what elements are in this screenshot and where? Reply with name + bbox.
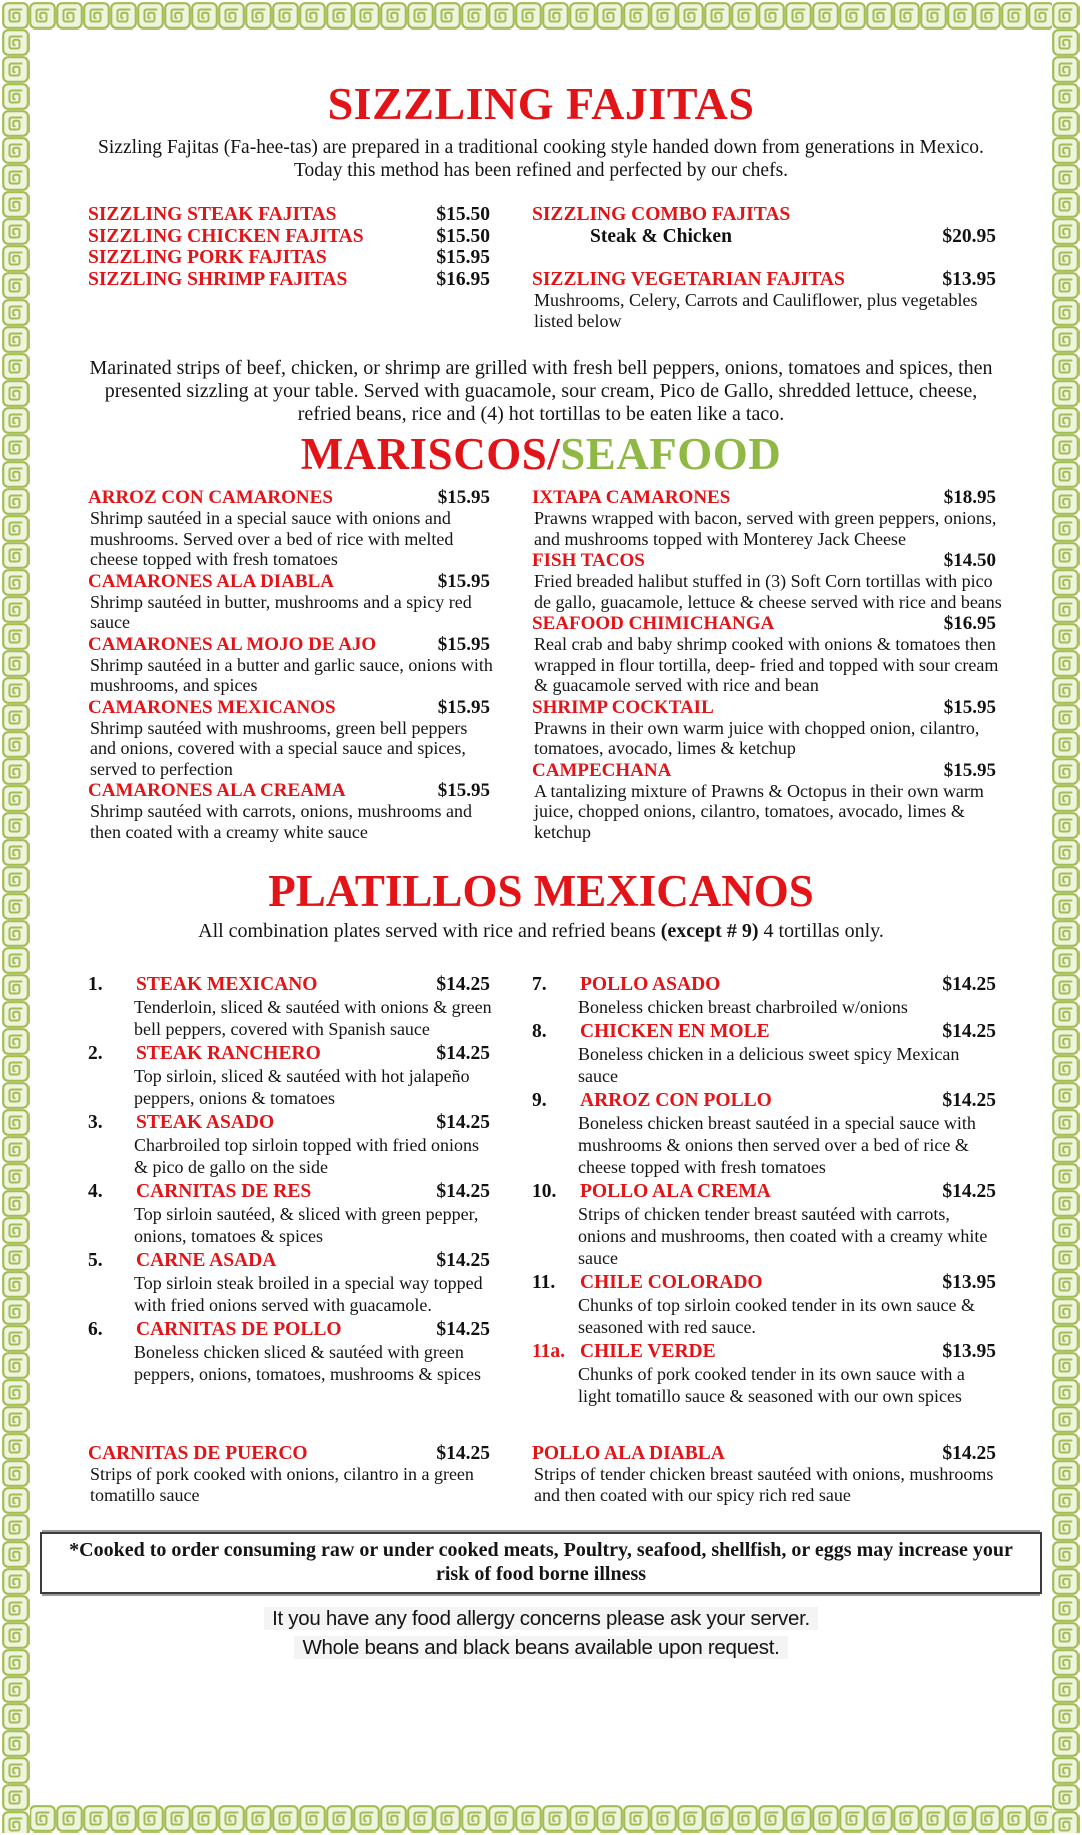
item-number: 11a. xyxy=(532,1341,566,1363)
dish-description: Shrimp sautéed in butter, mushrooms and a spicy red sauce xyxy=(90,591,472,633)
seafood-left-column xyxy=(88,487,496,843)
dish-description: Boneless chicken sliced & sautéed with green peppers, onions, tomatoes, mushrooms & spices xyxy=(134,1342,481,1385)
footer-notes xyxy=(40,1604,1042,1662)
dish-name: CARNE ASADA xyxy=(136,1250,277,1272)
dish-description: Shrimp sautéed in a special sauce with onions and mushrooms. Served over a bed of rice with melted cheese topped with fresh tomatoes xyxy=(90,508,454,570)
item-number: 2. xyxy=(88,1043,103,1065)
dish-price: $15.95 xyxy=(437,633,490,655)
dish-name: SIZZLING CHICKEN FAJITAS xyxy=(88,225,364,247)
dish-description: Prawns in their own warm juice with chopped onion, cilantro, tomatoes, avocado, limes & ketchup xyxy=(534,717,980,759)
dish-name: ARROZ CON POLLO xyxy=(580,1090,772,1112)
fajitas-section xyxy=(40,80,1042,426)
dish-name: CARNITAS DE RES xyxy=(136,1181,312,1203)
dish-description: Top sirloin sautéed, & sliced with green pepper, onions, tomatoes & spices xyxy=(134,1204,479,1247)
dish-name: STEAK RANCHERO xyxy=(136,1043,321,1065)
menu-item xyxy=(88,571,496,633)
platillos-note: All combination plates served with rice and refried beans (except # 9) 4 tortillas only. xyxy=(198,920,884,943)
dish-description: Boneless chicken in a delicious sweet spicy Mexican sauce xyxy=(578,1044,960,1087)
menu-item xyxy=(88,487,496,570)
beans-note: Whole beans and black beans available upon request. xyxy=(40,1633,1042,1662)
greek-key-border-left xyxy=(2,2,30,1833)
menu-item xyxy=(532,550,1002,612)
dish-description: Chunks of pork cooked tender in its own sauce with a light tomatillo sauce & seasoned with our own spices xyxy=(578,1364,965,1407)
dish-price: $14.25 xyxy=(942,1021,996,1043)
menu-item xyxy=(88,1111,496,1178)
dish-price: $14.25 xyxy=(942,1090,996,1112)
item-number: 8. xyxy=(532,1021,547,1043)
dish-price: $13.95 xyxy=(942,1341,996,1363)
item-number: 6. xyxy=(88,1319,103,1341)
dish-name: STEAK ASADO xyxy=(136,1112,275,1134)
menu-item xyxy=(88,1042,496,1109)
item-number: 9. xyxy=(532,1090,547,1112)
menu-item xyxy=(532,1020,1002,1087)
platillos-section xyxy=(40,866,1042,1506)
menu-item xyxy=(532,1443,1002,1505)
greek-key-border-bottom xyxy=(2,1805,1080,1833)
dish-price: $14.25 xyxy=(436,1250,490,1272)
dish-description: Prawns wrapped with bacon, served with green peppers, onions, and mushrooms topped with Monterey Jack Cheese xyxy=(534,508,997,549)
dish-name: CHILE VERDE xyxy=(580,1341,716,1363)
dish-price: $13.95 xyxy=(942,1272,996,1294)
dish-price: $20.95 xyxy=(942,225,996,247)
dish-price: $15.95 xyxy=(943,759,996,781)
menu-item xyxy=(88,204,496,226)
dish-price: $14.25 xyxy=(942,1443,996,1465)
dish-description: Strips of chicken tender breast sautéed with carrots, onions and mushrooms, then coated with a creamy white sauce xyxy=(578,1204,988,1269)
fajitas-paragraph: Marinated strips of beef, chicken, or shrimp are grilled with fresh bell peppers, onions, tomatoes and spices, then presented sizzling at your table. Served with guacamole, sour cream, Pico de Gallo, shredded lettuce, cheese, refried beans, rice and (4) hot tortillas to be eaten like a taco. xyxy=(89,357,993,426)
dish-description: Shrimp sautéed in a butter and garlic sauce, onions with mushrooms, and spices xyxy=(90,654,493,696)
menu-item xyxy=(532,1340,1002,1407)
dish-name: Steak & Chicken xyxy=(590,225,732,247)
dish-name: CAMARONES AL MOJO DE AJO xyxy=(88,633,377,655)
menu-item xyxy=(88,1443,496,1505)
dish-name: POLLO ASADO xyxy=(580,974,721,996)
menu-item xyxy=(88,780,496,842)
dish-name: ARROZ CON CAMARONES xyxy=(88,487,333,509)
greek-key-border-top xyxy=(2,2,1080,30)
dish-description: Strips of pork cooked with onions, cilantro in a green tomatillo sauce xyxy=(90,1464,474,1505)
item-number: 10. xyxy=(532,1181,557,1203)
dish-description: Shrimp sautéed with carrots, onions, mushrooms and then coated with a creamy white sauce xyxy=(90,801,472,842)
dish-description: Boneless chicken breast sautéed in a special sauce with mushrooms & onions then served over a bed of rice & cheese topped with fresh tomatoes xyxy=(578,1113,976,1178)
seafood-title-green: SEAFOOD xyxy=(560,429,782,480)
dish-price: $15.50 xyxy=(436,225,490,247)
dish-name: CHICKEN EN MOLE xyxy=(580,1021,770,1043)
dish-name: SIZZLING COMBO FAJITAS xyxy=(532,204,791,226)
dish-description: Shrimp sautéed with mushrooms, green bell peppers and onions, covered with a special sauce and spices, served to perfection xyxy=(90,717,468,779)
dish-name: CAMARONES ALA DIABLA xyxy=(88,570,334,592)
dish-name: CAMPECHANA xyxy=(532,759,672,781)
platillos-right-column xyxy=(532,973,1002,1409)
dish-description: Chunks of top sirloin cooked tender in its own sauce & seasoned with red sauce. xyxy=(578,1295,975,1338)
dish-name: SIZZLING PORK FAJITAS xyxy=(88,247,327,269)
dish-price: $15.50 xyxy=(436,204,490,226)
dish-name: FISH TACOS xyxy=(532,550,645,572)
dish-name: SIZZLING VEGETARIAN FAJITAS xyxy=(532,268,845,290)
dish-price: $14.25 xyxy=(436,1443,490,1465)
seafood-title-red: MARISCOS/ xyxy=(300,429,561,480)
platillos-title: PLATILLOS MEXICANOS xyxy=(268,866,814,917)
dish-price: $14.50 xyxy=(943,550,996,572)
platillos-left-column xyxy=(88,973,496,1409)
menu-item xyxy=(532,487,1002,549)
menu-item xyxy=(88,247,496,269)
menu-item xyxy=(88,1180,496,1247)
item-number: 11. xyxy=(532,1272,556,1294)
item-number: 4. xyxy=(88,1181,103,1203)
menu-item xyxy=(88,1318,496,1385)
dish-name: CARNITAS DE PUERCO xyxy=(88,1443,308,1465)
dish-price: $14.25 xyxy=(942,1181,996,1203)
dish-price: $14.25 xyxy=(436,1319,490,1341)
dish-price: $15.95 xyxy=(943,696,996,718)
menu-item xyxy=(532,204,1002,226)
dish-description: Strips of tender chicken breast sautéed with onions, mushrooms and then coated with our spicy rich red saue xyxy=(534,1464,994,1505)
seafood-right-column xyxy=(532,487,1002,843)
dish-description: Top sirloin steak broiled in a special way topped with fried onions served with guacamole. xyxy=(134,1273,483,1316)
menu-item xyxy=(532,697,1002,759)
dish-price: $14.25 xyxy=(436,1181,490,1203)
fajitas-right-column xyxy=(532,204,1002,331)
menu-item xyxy=(532,973,1002,1018)
fajitas-intro-line1: Sizzling Fajitas (Fa-hee-tas) are prepared in a traditional cooking style handed down from generations in Mexico. xyxy=(98,137,984,159)
menu-item xyxy=(532,1271,1002,1338)
item-number: 3. xyxy=(88,1112,103,1134)
menu-item xyxy=(532,760,1002,843)
dish-description: Boneless chicken breast charbroiled w/onions xyxy=(578,997,908,1018)
dish-price: $16.95 xyxy=(436,268,490,290)
dish-name: POLLO ALA CREMA xyxy=(580,1181,771,1203)
dish-description: Fried breaded halibut stuffed in (3) Soft Corn tortillas with pico de gallo, guacamole, lettuce & cheese served with rice and beans xyxy=(534,571,1002,612)
dish-price: $18.95 xyxy=(943,487,996,509)
dish-name: CHILE COLORADO xyxy=(580,1272,763,1294)
dish-name: CAMARONES ALA CREAMA xyxy=(88,780,346,802)
dish-name: CAMARONES MEXICANOS xyxy=(88,696,336,718)
dish-price: $14.25 xyxy=(436,974,490,996)
dish-name: POLLO ALA DIABLA xyxy=(532,1443,725,1465)
fajitas-intro-line2: Today this method has been refined and perfected by our chefs. xyxy=(293,160,789,182)
menu-item xyxy=(88,973,496,1040)
dish-description: Charbroiled top sirloin topped with fried onions & pico de gallo on the side xyxy=(134,1135,479,1178)
menu-item xyxy=(532,613,1002,696)
menu-item xyxy=(532,269,1002,332)
disclaimer-box: *Cooked to order consuming raw or under cooked meats, Poultry, seafood, shellfish, or eggs may increase your risk of food borne illness xyxy=(40,1532,1042,1594)
dish-description: Real crab and baby shrimp cooked with onions & tomatoes then wrapped in flour tortilla, deep- fried and topped with sour cream & guacamole served with rice and bean xyxy=(534,634,999,696)
dish-price: $13.95 xyxy=(942,268,996,290)
item-number: 5. xyxy=(88,1250,103,1272)
menu-item xyxy=(88,269,496,291)
dish-price: $15.95 xyxy=(437,696,490,718)
menu-item xyxy=(532,1089,1002,1178)
combo-sub-row xyxy=(532,226,1002,248)
dish-price: $15.95 xyxy=(437,487,490,509)
item-number: 7. xyxy=(532,974,547,996)
dish-name: STEAK MEXICANO xyxy=(136,974,318,996)
menu-item xyxy=(532,1180,1002,1269)
dish-price: $15.95 xyxy=(436,247,490,269)
dish-price: $16.95 xyxy=(943,613,996,635)
dish-name: SHRIMP COCKTAIL xyxy=(532,696,714,718)
dish-description: Top sirloin, sliced & sautéed with hot jalapeño peppers, onions & tomatoes xyxy=(134,1066,470,1109)
dish-name: SIZZLING STEAK FAJITAS xyxy=(88,204,337,226)
menu-item xyxy=(88,634,496,696)
seafood-section xyxy=(40,429,1042,843)
dish-price: $15.95 xyxy=(437,570,490,592)
menu-item xyxy=(88,697,496,780)
dish-name: IXTAPA CAMARONES xyxy=(532,487,731,509)
dish-name: SIZZLING SHRIMP FAJITAS xyxy=(88,268,348,290)
dish-price: $14.25 xyxy=(436,1112,490,1134)
dish-name: CARNITAS DE POLLO xyxy=(136,1319,342,1341)
menu-item xyxy=(88,1249,496,1316)
dish-price: $15.95 xyxy=(437,780,490,802)
dish-price: $14.25 xyxy=(436,1043,490,1065)
dish-name: SEAFOOD CHIMICHANGA xyxy=(532,613,775,635)
seafood-title xyxy=(40,429,1042,480)
fajitas-title: SIZZLING FAJITAS xyxy=(327,78,755,129)
dish-price: $14.25 xyxy=(942,974,996,996)
dish-description: Tenderloin, sliced & sautéed with onions & green bell peppers, covered with Spanish sauce xyxy=(134,997,492,1040)
fajitas-left-column xyxy=(88,204,496,331)
item-number: 1. xyxy=(88,974,103,996)
greek-key-border-right xyxy=(1052,2,1080,1833)
allergy-note: It you have any food allergy concerns please ask your server. xyxy=(40,1604,1042,1633)
dish-description: Mushrooms, Celery, Carrots and Cauliflower, plus vegetables listed below xyxy=(534,290,978,331)
menu-item xyxy=(88,226,496,248)
dish-description: A tantalizing mixture of Prawns & Octopus in their own warm juice, chopped onions, cilantro, tomatoes, avocado, limes & ketchup xyxy=(534,780,984,842)
